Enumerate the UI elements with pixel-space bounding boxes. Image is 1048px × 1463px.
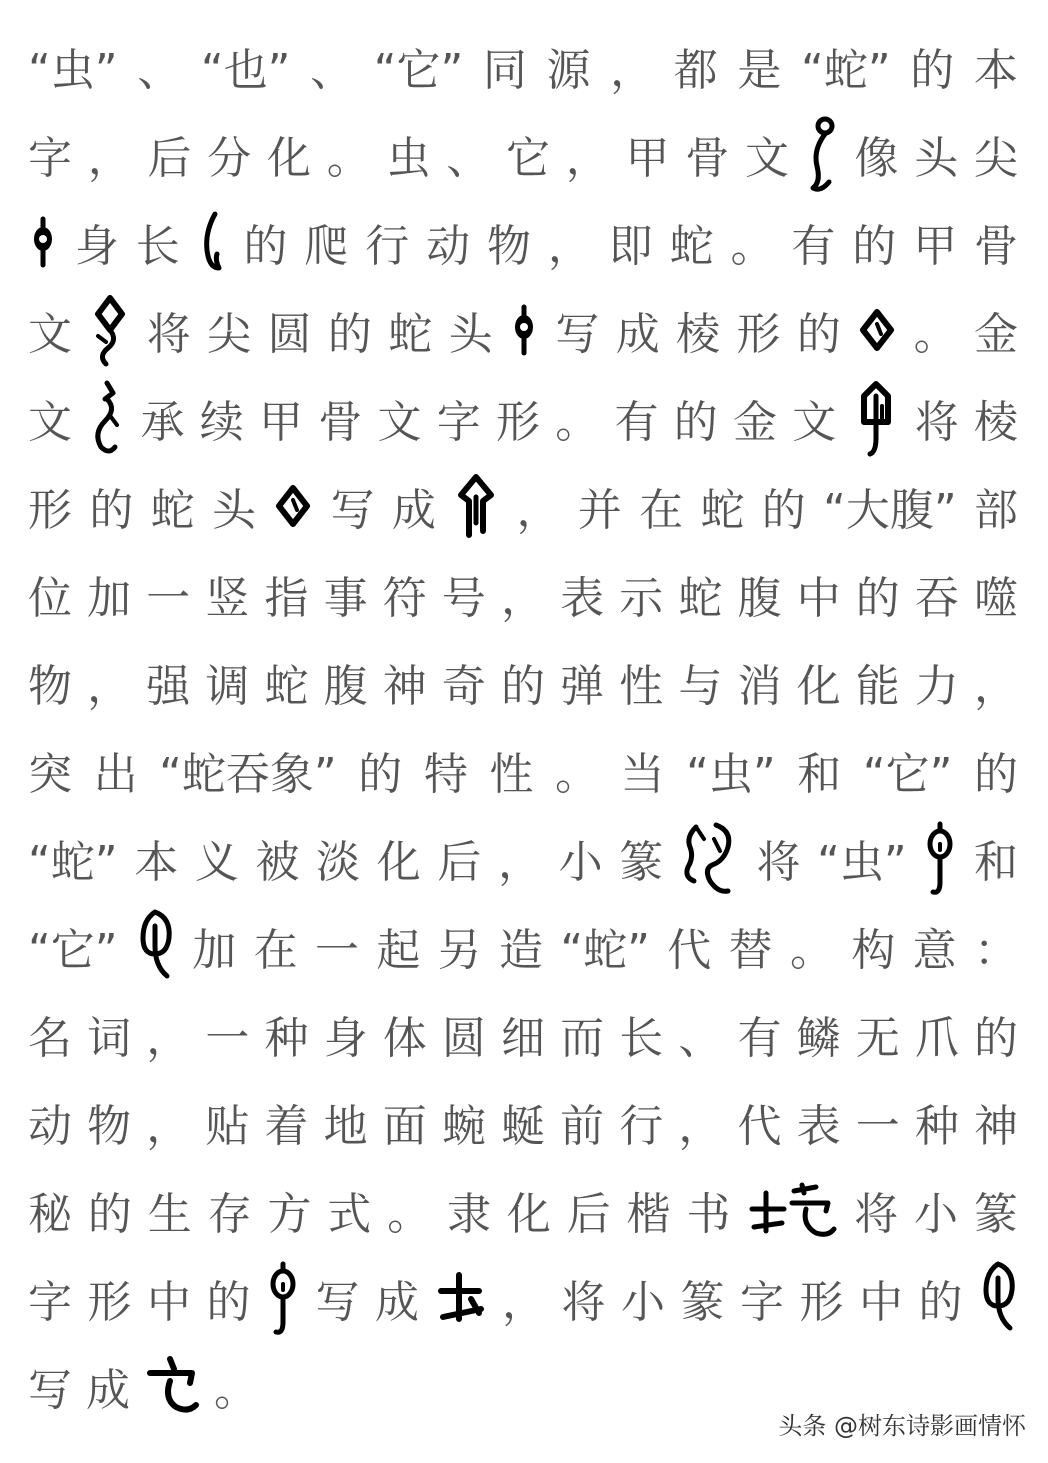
text-segment: 爪	[914, 1013, 959, 1064]
text-segment: 将	[756, 837, 801, 888]
text-segment: 的	[974, 1013, 1018, 1064]
text-segment: 长	[619, 1013, 664, 1064]
text-segment: 意	[912, 925, 957, 976]
text-segment: 将	[146, 309, 191, 360]
text-segment: 写	[555, 309, 600, 360]
text-segment: 的	[910, 45, 955, 96]
text-segment: 的	[87, 1189, 132, 1240]
text-line	[28, 638, 1018, 726]
text-line	[28, 726, 1018, 814]
text-segment: 中	[147, 1277, 191, 1328]
text-segment: “虫”	[28, 45, 118, 96]
text-segment: ，	[497, 837, 542, 888]
text-segment: 身	[323, 1013, 368, 1064]
text-segment: 身	[74, 221, 119, 272]
text-segment: 。	[387, 1189, 432, 1240]
text-segment: 性	[619, 661, 664, 712]
text-segment: 、	[310, 45, 355, 96]
text-segment: 字	[28, 133, 72, 184]
text-segment: 构	[851, 925, 896, 976]
text-segment: 起	[376, 925, 421, 976]
text-segment: 分	[207, 133, 252, 184]
text-segment: 的	[796, 309, 841, 360]
text-segment: 后	[147, 133, 192, 184]
text-segment: 。	[554, 749, 599, 800]
text-line	[28, 22, 1018, 110]
text-segment: 、	[678, 1013, 723, 1064]
oracle-diamond-snake-glyph	[88, 292, 130, 368]
text-segment: 在	[639, 485, 684, 536]
text-segment: 特	[423, 749, 468, 800]
text-segment: 骨	[685, 133, 730, 184]
text-segment: 名	[28, 1013, 72, 1064]
text-segment: 源	[546, 45, 591, 96]
text-segment: 出	[93, 749, 138, 800]
clerical-chong-glyph	[435, 1269, 487, 1327]
text-segment: 头	[211, 485, 256, 536]
text-segment: 表	[796, 1101, 841, 1152]
text-segment: 蛇	[264, 661, 309, 712]
text-line	[28, 286, 1018, 374]
text-segment: 篆	[680, 1277, 725, 1328]
text-segment: 同	[482, 45, 527, 96]
text-line	[28, 1166, 1018, 1254]
text-segment: ，	[516, 485, 561, 536]
text-segment: 方	[267, 1189, 312, 1240]
text-segment: 代	[737, 1101, 782, 1152]
text-line	[28, 550, 1018, 638]
text-segment: 物	[87, 1101, 132, 1152]
text-segment: 成	[375, 1277, 419, 1328]
text-segment: 后	[566, 1189, 611, 1240]
text-segment: ，	[501, 573, 545, 624]
text-segment: 后	[437, 837, 482, 888]
text-segment: 有	[614, 397, 659, 448]
seal-snake-glyph	[680, 817, 740, 899]
text-segment: 书	[686, 1189, 731, 1240]
text-segment: ，	[678, 1101, 723, 1152]
text-segment: 腹	[737, 573, 782, 624]
text-segment: 文	[745, 133, 789, 184]
text-segment: 吞	[914, 573, 959, 624]
text-segment: 蛇	[678, 573, 723, 624]
text-segment: “大腹”	[823, 485, 957, 536]
text-segment: 甲	[625, 133, 670, 184]
text-segment: 突	[28, 749, 72, 800]
text-segment: “虫”	[817, 837, 907, 888]
text-segment: 行	[365, 221, 410, 272]
text-segment: 字	[28, 1277, 72, 1328]
text-segment: 的	[501, 661, 545, 712]
text-segment: 部	[973, 485, 1018, 536]
text-segment: 棱	[974, 397, 1018, 448]
text-segment: 蛇	[388, 309, 433, 360]
text-segment: ，	[610, 45, 655, 96]
text-segment: 种	[264, 1013, 309, 1064]
text-segment: 的	[761, 485, 806, 536]
text-segment: 形	[28, 485, 72, 536]
text-segment: 将	[561, 1277, 606, 1328]
seal-ta-glyph	[135, 906, 175, 986]
snake-head-glyph	[509, 303, 539, 357]
text-line	[28, 814, 1018, 902]
text-segment: 。	[555, 397, 600, 448]
text-segment: 加	[87, 573, 132, 624]
text-segment: 甲	[913, 221, 958, 272]
text-segment: 替	[728, 925, 773, 976]
text-segment: 有	[791, 221, 836, 272]
text-segment: 义	[194, 837, 239, 888]
text-segment: 能	[855, 661, 900, 712]
text-segment: 和	[797, 749, 842, 800]
text-segment: 着	[264, 1101, 309, 1152]
text-segment: 秘	[28, 1189, 72, 1240]
seal-chong-glyph	[266, 1258, 300, 1338]
text-segment: “它”	[28, 925, 118, 976]
text-segment: ，	[87, 661, 132, 712]
text-segment: 尖	[974, 133, 1018, 184]
text-line	[28, 198, 1018, 286]
text-segment: 生	[147, 1189, 192, 1240]
text-segment: 、	[137, 45, 182, 96]
text-segment: 式	[327, 1189, 372, 1240]
text-segment: “它”	[862, 749, 953, 800]
text-segment: 符	[382, 573, 427, 624]
text-segment: 楷	[626, 1189, 671, 1240]
text-segment: 蛇	[700, 485, 745, 536]
text-segment: 成	[86, 1365, 130, 1416]
text-segment: 形	[496, 397, 540, 448]
text-segment: 像	[854, 133, 899, 184]
text-segment: 都	[673, 45, 718, 96]
text-segment: 无	[855, 1013, 900, 1064]
text-segment: 金	[733, 397, 777, 448]
text-segment: 中	[796, 573, 841, 624]
text-segment: 文	[28, 309, 72, 360]
text-segment: 前	[560, 1101, 605, 1152]
text-segment: 被	[255, 837, 300, 888]
text-segment: 贴	[205, 1101, 250, 1152]
clerical-she-glyph	[746, 1179, 838, 1241]
text-segment: 的	[973, 749, 1018, 800]
text-segment: 字	[740, 1277, 784, 1328]
text-segment: 将	[854, 1189, 899, 1240]
text-segment: “蛇吞象”	[159, 749, 337, 800]
text-segment: 字	[436, 397, 481, 448]
text-segment: 的	[243, 221, 288, 272]
text-segment: 化	[506, 1189, 551, 1240]
text-segment: 性	[489, 749, 534, 800]
text-line	[28, 990, 1018, 1078]
text-segment: 与	[678, 661, 723, 712]
text-segment: 圆	[441, 1013, 486, 1064]
text-segment: 的	[855, 573, 900, 624]
text-segment: 写	[330, 485, 375, 536]
text-segment: 位	[28, 573, 72, 624]
text-segment: ，	[565, 133, 610, 184]
text-segment: 一	[205, 1013, 250, 1064]
text-segment: 种	[914, 1101, 959, 1152]
text-segment: 的	[327, 309, 372, 360]
text-segment: 头	[914, 133, 959, 184]
text-segment: 而	[560, 1013, 605, 1064]
bronze-diamond-snake-glyph	[852, 378, 900, 458]
text-segment: ，	[146, 1101, 191, 1152]
text-segment: “也”	[200, 45, 291, 96]
text-segment: 隶	[447, 1189, 492, 1240]
text-segment: 长	[135, 221, 180, 272]
text-line	[28, 902, 1018, 990]
text-segment: 虫	[386, 133, 431, 184]
text-segment: 小	[621, 1277, 665, 1328]
text-segment: 形	[87, 1277, 132, 1328]
text-segment: “它”	[373, 45, 464, 96]
text-segment: 化	[376, 837, 421, 888]
seal-ta-glyph	[978, 1258, 1018, 1338]
text-segment: 小	[914, 1189, 959, 1240]
text-segment: 文	[377, 397, 422, 448]
text-segment: 一	[855, 1101, 900, 1152]
text-segment: 。	[913, 309, 958, 360]
text-segment: 即	[608, 221, 653, 272]
text-segment: 竖	[205, 573, 250, 624]
text-segment: 腹	[323, 661, 368, 712]
text-segment: 动	[426, 221, 471, 272]
text-segment: 神	[974, 1101, 1018, 1152]
bronze-snake-glyph	[87, 377, 125, 459]
text-segment: 。	[214, 1365, 258, 1416]
text-segment: 鳞	[796, 1013, 841, 1064]
text-segment: 的	[206, 1277, 251, 1328]
text-segment: “蛇”	[801, 45, 891, 96]
text-line	[28, 110, 1018, 198]
text-segment: 细	[501, 1013, 545, 1064]
text-segment: 骨	[974, 221, 1018, 272]
text-segment: 消	[737, 661, 782, 712]
text-segment: 成	[391, 485, 436, 536]
seal-chong-glyph	[923, 818, 957, 898]
text-segment: 词	[87, 1013, 132, 1064]
text-segment: 蜿	[441, 1101, 486, 1152]
text-segment: 表	[560, 573, 605, 624]
text-segment: 事	[323, 573, 368, 624]
text-segment: 物	[28, 661, 72, 712]
text-segment: 写	[315, 1277, 360, 1328]
text-segment: 并	[577, 485, 622, 536]
text-segment: 地	[323, 1101, 368, 1152]
text-segment: 将	[914, 397, 959, 448]
diamond-head-glyph	[273, 484, 313, 528]
text-segment: 的	[358, 749, 403, 800]
text-segment: 形	[799, 1277, 844, 1328]
text-segment: 物	[487, 221, 531, 272]
text-segment: 一	[314, 925, 359, 976]
text-segment: 力	[914, 661, 959, 712]
text-segment: 的	[918, 1277, 963, 1328]
text-segment: 的	[89, 485, 134, 536]
text-segment: 奇	[441, 661, 486, 712]
text-segment: ：	[974, 925, 1018, 976]
snake-head-glyph	[28, 215, 58, 269]
text-segment: 弹	[560, 661, 605, 712]
text-segment: 是	[737, 45, 782, 96]
text-segment: 金	[974, 309, 1018, 360]
text-segment: ，	[547, 221, 592, 272]
text-segment: 它	[506, 133, 550, 184]
text-segment: 体	[382, 1013, 427, 1064]
text-segment: 甲	[259, 397, 303, 448]
text-segment: 行	[619, 1101, 664, 1152]
text-segment: 头	[448, 309, 493, 360]
clerical-ta-glyph	[144, 1355, 200, 1417]
diamond-head-glyph	[857, 308, 897, 352]
text-segment: 的	[852, 221, 897, 272]
text-segment: 爬	[304, 221, 349, 272]
text-segment: 蛇	[150, 485, 195, 536]
text-line	[28, 1254, 1018, 1342]
text-segment: 化	[267, 133, 311, 184]
text-segment: 中	[859, 1277, 903, 1328]
text-segment: 蛇	[669, 221, 714, 272]
text-segment: 号	[441, 573, 486, 624]
text-segment: “蛇”	[560, 925, 650, 976]
article-body	[28, 22, 1018, 1430]
text-segment: 形	[736, 309, 781, 360]
text-segment: “蛇”	[28, 837, 118, 888]
text-segment: 承	[140, 397, 185, 448]
text-segment: 调	[205, 661, 250, 712]
text-segment: 文	[28, 397, 72, 448]
text-segment: 尖	[207, 309, 252, 360]
text-segment: ，	[974, 661, 1018, 712]
text-segment: 面	[382, 1101, 427, 1152]
text-line	[28, 462, 1018, 550]
text-segment: “虫”	[686, 749, 776, 800]
text-segment: ，	[146, 1013, 191, 1064]
text-segment: 圆	[267, 309, 312, 360]
text-segment: 淡	[316, 837, 361, 888]
text-segment: 另	[437, 925, 482, 976]
text-segment: 强	[146, 661, 191, 712]
text-segment: 。	[326, 133, 371, 184]
text-segment: ，	[87, 133, 132, 184]
text-segment: 一	[146, 573, 191, 624]
text-segment: 篆	[973, 1189, 1018, 1240]
snake-body-glyph	[197, 210, 227, 274]
text-segment: 存	[207, 1189, 252, 1240]
text-segment: 小	[558, 837, 603, 888]
text-segment: 当	[620, 749, 665, 800]
text-segment: 的	[673, 397, 718, 448]
text-segment: 指	[264, 573, 309, 624]
text-segment: 有	[737, 1013, 782, 1064]
watermark: 头条 @树东诗影画情怀	[778, 1412, 1026, 1440]
text-segment: 化	[796, 661, 841, 712]
text-segment: 本	[134, 837, 179, 888]
text-segment: 造	[499, 925, 543, 976]
text-segment: 文	[792, 397, 837, 448]
text-segment: 。	[789, 925, 834, 976]
text-line	[28, 1078, 1018, 1166]
text-segment: 棱	[676, 309, 721, 360]
text-segment: 写	[28, 1365, 72, 1416]
text-segment: 和	[973, 837, 1018, 888]
oracle-snake-glyph	[805, 114, 839, 194]
text-segment: 神	[382, 661, 427, 712]
text-segment: ，	[502, 1277, 546, 1328]
text-segment: 代	[667, 925, 712, 976]
text-line	[28, 374, 1018, 462]
text-segment: 续	[199, 397, 244, 448]
text-segment: 成	[615, 309, 660, 360]
text-segment: 噬	[974, 573, 1018, 624]
text-segment: 篆	[619, 837, 664, 888]
text-segment: 本	[973, 45, 1018, 96]
text-segment: 蜒	[501, 1101, 545, 1152]
text-segment: 在	[253, 925, 298, 976]
text-segment: 。	[730, 221, 775, 272]
head-with-stroke-glyph	[453, 471, 499, 541]
text-segment: 示	[619, 573, 664, 624]
text-segment: 、	[446, 133, 491, 184]
text-segment: 动	[28, 1101, 72, 1152]
text-segment: 加	[192, 925, 237, 976]
text-segment: 骨	[318, 397, 363, 448]
